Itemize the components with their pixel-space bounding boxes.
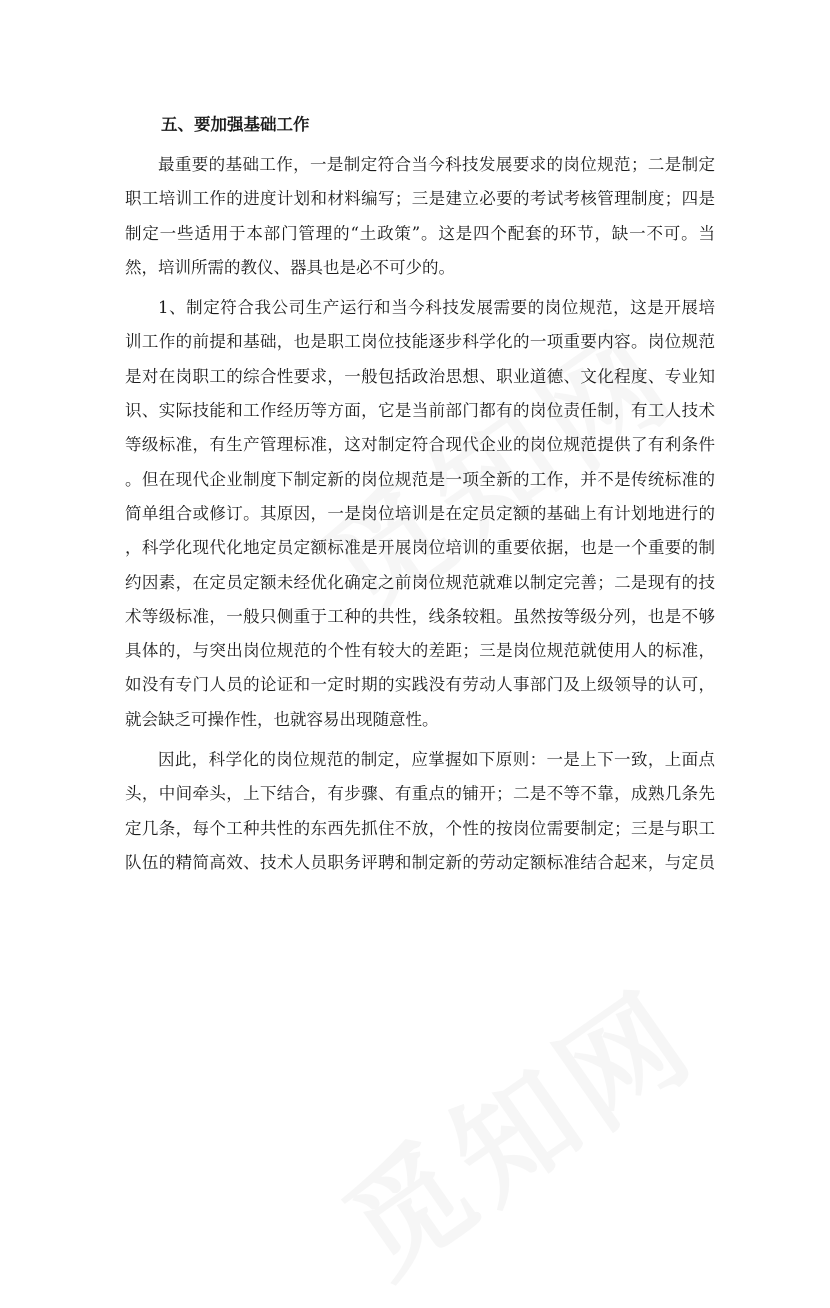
text-line: 训工作的前提和基础，也是职工岗位技能逐步科学化的一项重要内容。岗位规范: [125, 332, 715, 352]
text-line: 然，培训所需的教仪、器具也是必不可少的。: [125, 257, 455, 277]
text-line: 就会缺乏可操作性，也就容易出现随意性。: [125, 709, 439, 729]
text-line: 头，中间牵头，上下结合，有步骤、有重点的铺开；二是不等不靠，成熟几条先: [125, 784, 715, 804]
text-line: 是对在岗职工的综合性要求，一般包括政治思想、职业道德、文化程度、专业知: [125, 366, 715, 386]
document-body: [125, 108, 715, 886]
text-line: 等级标准，有生产管理标准，这对制定符合现代企业的岗位规范提供了有利条件: [125, 435, 715, 455]
text-line: 定几条，每个工种共性的东西先抓住不放，个性的按岗位需要制定；三是与职工: [125, 818, 715, 838]
text-line: 。但在现代企业制度下制定新的岗位规范是一项全新的工作，并不是传统标准的: [125, 469, 715, 489]
text-line: 制定一些适用于本部门管理的“土政策”。这是四个配套的环节，缺一不可。当: [125, 223, 715, 243]
text-line: 简单组合或修订。其原因，一是岗位培训是在定员定额的基础上有计划地进行的: [125, 503, 715, 523]
text-line: 最重要的基础工作，一是制定符合当今科技发展要求的岗位规范；二是制定: [158, 155, 715, 174]
paragraph-3: [125, 743, 715, 880]
paragraph-2: [125, 291, 715, 737]
text-line: 1、制定符合我公司生产运行和当今科技发展需要的岗位规范，这是开展培: [158, 298, 715, 318]
section-heading: 五、要加强基础工作: [161, 115, 310, 134]
text-line: 职工培训工作的进度计划和材料编写；三是建立必要的考试考核管理制度；四是: [125, 189, 715, 209]
text-line: 约因素，在定员定额未经优化确定之前岗位规范就难以制定完善；二是现有的技: [125, 572, 715, 592]
text-line: 因此，科学化的岗位规范的制定，应掌握如下原则：一是上下一致，上面点: [158, 750, 715, 770]
text-line: ，科学化现代化地定员定额标准是开展岗位培训的重要依据，也是一个重要的制: [125, 538, 715, 558]
text-line: 识、实际技能和工作经历等方面，它是当前部门都有的岗位责任制，有工人技术: [125, 401, 715, 421]
paragraph-1: [125, 148, 715, 285]
text-line: 术等级标准，一般只侧重于工种的共性，线条较粗。虽然按等级分列，也是不够: [125, 606, 715, 626]
text-line: 队伍的精简高效、技术人员职务评聘和制定新的劳动定额标准结合起来，与定员: [125, 852, 715, 872]
watermark: [306, 944, 724, 1308]
text-line: 如没有专门人员的论证和一定时期的实践没有劳动人事部门及上级领导的认可，: [125, 675, 715, 695]
text-line: 具体的，与突出岗位规范的个性有较大的差距；三是岗位规范就使用人的标准，: [125, 641, 715, 661]
